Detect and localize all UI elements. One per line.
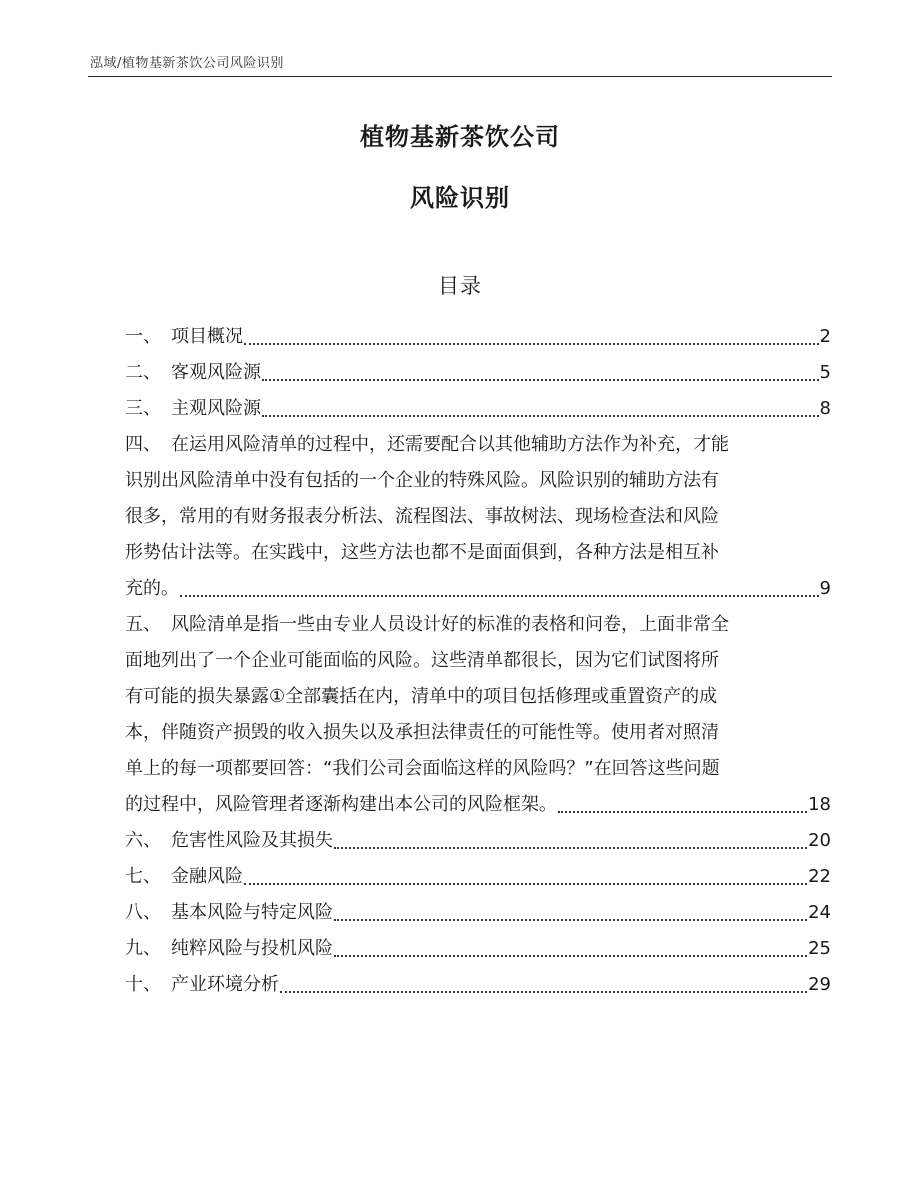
dot-leader [180, 580, 819, 598]
dot-leader [244, 328, 819, 346]
toc-entry-number: 五、 [125, 614, 161, 635]
toc-entry-number: 九、 [125, 938, 161, 959]
toc-entry-line: 单上的每一项都要回答：“我们公司会面临这样的风险吗？”在回答这些问题 [125, 758, 720, 779]
dot-leader [280, 976, 807, 994]
toc-entry-page: 20 [808, 830, 831, 851]
toc-entry-page: 24 [808, 902, 831, 923]
document-subtitle: 风险识别 [410, 184, 510, 212]
toc-entry-title: 客观风险源 [171, 362, 261, 383]
toc-entry-page: 22 [808, 866, 831, 887]
toc-entry-number: 八、 [125, 902, 161, 923]
toc-entry-title: 纯粹风险与投机风险 [171, 938, 333, 959]
toc-entry-line: 在运用风险清单的过程中，还需要配合以其他辅助方法作为补充，才能 [171, 434, 729, 455]
toc-entry-number: 六、 [125, 830, 161, 851]
toc-entry-title: 危害性风险及其损失 [171, 830, 333, 851]
toc-entry-5[interactable] [125, 607, 831, 823]
toc-entry-line: 识别出风险清单中没有包括的一个企业的特殊风险。风险识别的辅助方法有 [125, 470, 719, 491]
toc-entry-line: 面地列出了一个企业可能面临的风险。这些清单都很长，因为它们试图将所 [125, 650, 719, 671]
toc-entry-7[interactable] [125, 859, 831, 895]
toc-entry-title: 主观风险源 [171, 398, 261, 419]
toc-entry-3[interactable] [125, 391, 831, 427]
toc-entry-last-line [125, 787, 831, 823]
toc-entry-number: 七、 [125, 866, 161, 887]
toc-entry-page: 9 [819, 578, 831, 599]
toc-entry-page: 2 [819, 326, 831, 347]
toc-entry-line: 本，伴随资产损毁的收入损失以及承担法律责任的可能性等。使用者对照清 [125, 722, 719, 743]
document-title: 植物基新茶饮公司 [360, 123, 560, 151]
dot-leader [262, 400, 819, 418]
toc-entry-page: 18 [808, 794, 831, 815]
header-divider [88, 76, 832, 77]
toc-entry-title: 产业环境分析 [171, 974, 279, 995]
dot-leader [262, 364, 819, 382]
toc-entry-title: 基本风险与特定风险 [171, 902, 333, 923]
toc-heading: 目录 [438, 274, 482, 298]
toc-entry-body [125, 427, 831, 571]
toc-entry-line: 风险清单是指一些由专业人员设计好的标准的表格和问卷，上面非常全 [171, 614, 729, 635]
toc-entry-number: 二、 [125, 362, 161, 383]
toc-entry-9[interactable] [125, 931, 831, 967]
toc-entry-number: 一、 [125, 326, 161, 347]
toc-entry-1[interactable] [125, 319, 831, 355]
toc-entry-line: 形势估计法等。在实践中，这些方法也都不是面面俱到，各种方法是相互补 [125, 542, 719, 563]
toc-entry-line: 很多，常用的有财务报表分析法、流程图法、事故树法、现场检查法和风险 [125, 506, 719, 527]
dot-leader [558, 796, 807, 814]
toc-entry-page: 29 [808, 974, 831, 995]
dot-leader [244, 868, 807, 886]
toc-entry-page: 25 [808, 938, 831, 959]
toc-entry-line: 有可能的损失暴露①全部囊括在内，清单中的项目包括修理或重置资产的成 [125, 686, 718, 707]
running-header: 泓域/植物基新茶饮公司风险识别 [90, 56, 284, 71]
toc-entry-line: 的过程中，风险管理者逐渐构建出本公司的风险框架。 [125, 794, 557, 815]
toc-entry-number: 三、 [125, 398, 161, 419]
toc-entry-title: 项目概况 [171, 326, 243, 347]
toc-entry-6[interactable] [125, 823, 831, 859]
toc-entry-page: 5 [819, 362, 831, 383]
toc-entry-title: 金融风险 [171, 866, 243, 887]
dot-leader [334, 940, 807, 958]
toc-entry-8[interactable] [125, 895, 831, 931]
table-of-contents [125, 319, 831, 1003]
toc-entry-2[interactable] [125, 355, 831, 391]
dot-leader [334, 832, 807, 850]
toc-entry-page: 8 [819, 398, 831, 419]
toc-entry-body [125, 607, 831, 787]
dot-leader [334, 904, 807, 922]
toc-entry-last-line [125, 571, 831, 607]
toc-entry-number: 四、 [125, 434, 161, 455]
toc-entry-4[interactable] [125, 427, 831, 607]
toc-entry-line: 充的。 [125, 578, 179, 599]
toc-entry-number: 十、 [125, 974, 161, 995]
toc-entry-10[interactable] [125, 967, 831, 1003]
